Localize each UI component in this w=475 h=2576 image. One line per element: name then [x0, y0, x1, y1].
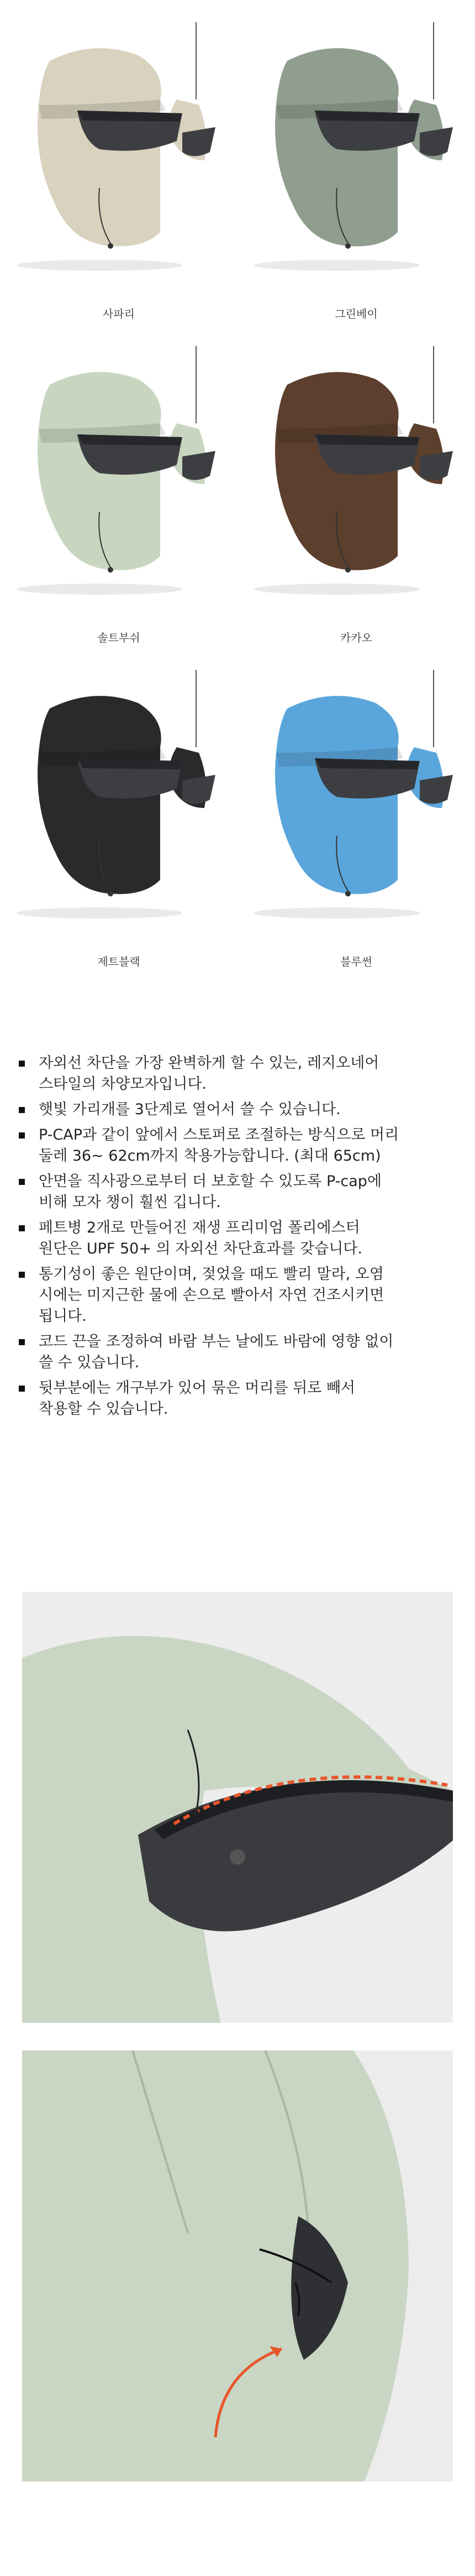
- hat-image: [238, 670, 475, 946]
- color-label: 솔트부쉬: [97, 631, 140, 644]
- feature-item: [17, 1099, 453, 1120]
- color-swatch-grid: [0, 0, 475, 973]
- hat-image: [0, 670, 238, 946]
- detail-image-visor: [22, 1592, 453, 2023]
- swatch-saltbush: [0, 346, 238, 670]
- hat-image: [238, 22, 475, 298]
- bullet-square-icon: [19, 1107, 25, 1113]
- bullet-square-icon: [19, 1339, 25, 1345]
- color-label: 블루썬: [340, 955, 372, 968]
- bullet-square-icon: [19, 1272, 25, 1278]
- feature-text: 햇빛 가리개를 3단계로 열어서 쓸 수 있습니다.: [39, 1101, 341, 1118]
- feature-item: [17, 1218, 453, 1260]
- bullet-square-icon: [19, 1061, 25, 1067]
- feature-text: P-CAP과 같이 앞에서 스토퍼로 조절하는 방식으로 머리 둘레 36~ 62cm까지 착용가능합니다. (최대 65cm): [39, 1126, 399, 1164]
- color-label: 제트블랙: [97, 955, 140, 968]
- swatch-jetblack: [0, 670, 238, 994]
- bullet-square-icon: [19, 1225, 25, 1231]
- color-label: 그린베이: [335, 307, 378, 321]
- bullet-square-icon: [19, 1132, 25, 1139]
- feature-text: 코드 끈을 조정하여 바람 부는 날에도 바람에 영향 없이 쓸 수 있습니다.: [39, 1333, 394, 1371]
- feature-item: [17, 1378, 453, 1420]
- hat-image: [0, 346, 238, 622]
- detail-image-back-opening: [22, 2050, 453, 2481]
- swatch-greenbay: [238, 22, 475, 346]
- feature-text: 통기성이 좋은 원단이며, 젖었을 때도 빨리 말라, 오염 시에는 미지근한 물에 손으로 빨아서 자연 건조시키면 됩니다.: [39, 1266, 384, 1325]
- feature-text: 자외선 차단을 가장 완벽하게 할 수 있는, 레지오네어 스타일의 차양모자입니다.: [39, 1054, 379, 1093]
- swatch-bluesun: [238, 670, 475, 994]
- feature-item: [17, 1125, 453, 1167]
- feature-text: 페트병 2개로 만들어진 재생 프리미엄 폴리에스터 원단은 UPF 50+ 의 자외선 차단효과를 갖습니다.: [39, 1219, 362, 1257]
- feature-item: [17, 1264, 453, 1327]
- bullet-square-icon: [19, 1386, 25, 1392]
- feature-item: [17, 1331, 453, 1373]
- feature-list: [17, 1053, 453, 1424]
- feature-text: 뒷부분에는 개구부가 있어 묶은 머리를 뒤로 빼서 착용할 수 있습니다.: [39, 1379, 356, 1418]
- color-label: 사파리: [103, 307, 135, 321]
- color-label: 카카오: [340, 631, 372, 644]
- swatch-safari: [0, 22, 238, 346]
- feature-item: [17, 1171, 453, 1213]
- feature-item: [17, 1053, 453, 1095]
- feature-text: 안면을 직사광으로부터 더 보호할 수 있도록 P-cap에 비해 모자 챙이 훨씬 깁니다.: [39, 1173, 382, 1211]
- bullet-square-icon: [19, 1179, 25, 1185]
- hat-image: [238, 346, 475, 622]
- hat-image: [0, 22, 238, 298]
- swatch-cacao: [238, 346, 475, 670]
